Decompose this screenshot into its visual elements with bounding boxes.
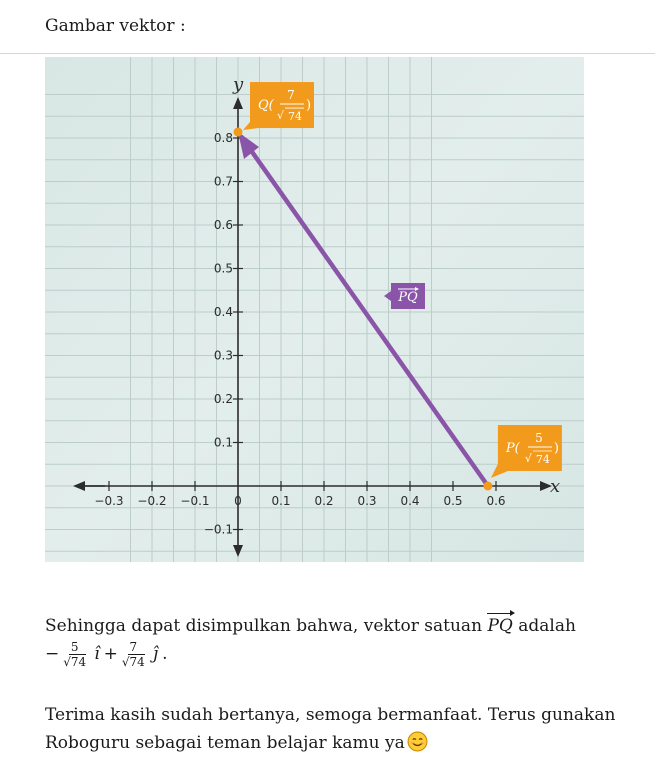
point-p-label xyxy=(498,425,562,471)
radicand: 74 xyxy=(129,655,145,669)
y-tick-label: 0.7 xyxy=(213,174,233,189)
point-q-label xyxy=(250,82,314,128)
divider xyxy=(0,53,655,54)
period: . xyxy=(162,644,168,664)
minus-sign: − xyxy=(45,644,60,664)
plus-sign: + xyxy=(103,644,118,664)
fraction-j-component xyxy=(120,640,147,669)
point-q-dot xyxy=(234,128,243,137)
point-numerator: 5 xyxy=(535,431,543,445)
y-tick-label: 0.5 xyxy=(213,261,233,276)
vector-graph xyxy=(45,57,584,562)
y-tick-label: 0.6 xyxy=(213,218,233,232)
unit-vector-j: ȷ̂ xyxy=(152,644,159,664)
x-tick-label: 0.3 xyxy=(357,494,377,508)
smiling-face-emoji-icon xyxy=(407,731,428,752)
x-tick-label: 0.6 xyxy=(486,494,506,508)
closing-paragraph xyxy=(45,701,645,757)
x-tick-label: 0.5 xyxy=(443,494,463,508)
x-tick-label: −0.3 xyxy=(94,494,124,508)
y-axis-label: y xyxy=(233,74,244,95)
point-letter: Q( xyxy=(258,98,274,114)
point-denominator: 74 xyxy=(535,453,550,466)
x-tick-label: 0.4 xyxy=(400,494,420,508)
fraction-i-component xyxy=(61,640,88,669)
x-tick-label: 0.1 xyxy=(271,494,291,508)
page-heading: Gambar vektor : xyxy=(45,16,186,36)
x-tick-label: 0 xyxy=(234,494,242,508)
closing-text: Terima kasih sudah bertanya, semoga bermanfaat. Terus gunakan Roboguru sebagai teman belajar kamu ya xyxy=(45,705,616,753)
vector-pq-symbol: PQ xyxy=(487,610,512,640)
x-tick-label: −0.1 xyxy=(180,494,210,508)
vector-tag-text: PQ xyxy=(398,290,418,305)
sqrt-sign: √ xyxy=(277,109,285,123)
conclusion-text-before: Sehingga dapat disimpulkan bahwa, vektor satuan xyxy=(45,616,483,636)
point-denominator: 74 xyxy=(288,110,302,124)
y-tick-label: 0.4 xyxy=(213,305,233,319)
y-tick-label: 0.3 xyxy=(213,348,233,363)
fraction-numerator: 7 xyxy=(129,640,138,654)
point-letter: P( xyxy=(505,441,520,456)
y-tick-label: 0.2 xyxy=(213,392,233,406)
fraction-numerator: 5 xyxy=(70,640,79,654)
x-tick-label: −0.2 xyxy=(137,494,167,508)
closing-paren: ) xyxy=(306,98,312,114)
unit-vector-i: ı̂ xyxy=(94,644,100,664)
x-tick-label: 0.2 xyxy=(314,494,334,508)
y-tick-label: −0.1 xyxy=(203,522,233,537)
fraction-denominator xyxy=(61,655,88,669)
conclusion-paragraph xyxy=(45,610,576,669)
x-axis-label: x xyxy=(550,476,561,497)
y-tick-label: 0.1 xyxy=(213,435,233,450)
closing-paren: ) xyxy=(553,441,559,456)
fraction-denominator xyxy=(120,655,147,669)
point-p-dot xyxy=(483,482,492,491)
conclusion-text-after: adalah xyxy=(518,616,576,636)
sqrt-sign: √ xyxy=(524,452,532,465)
point-numerator: 7 xyxy=(287,88,295,103)
radicand: 74 xyxy=(70,655,87,669)
y-tick-label: 0.8 xyxy=(213,131,233,145)
